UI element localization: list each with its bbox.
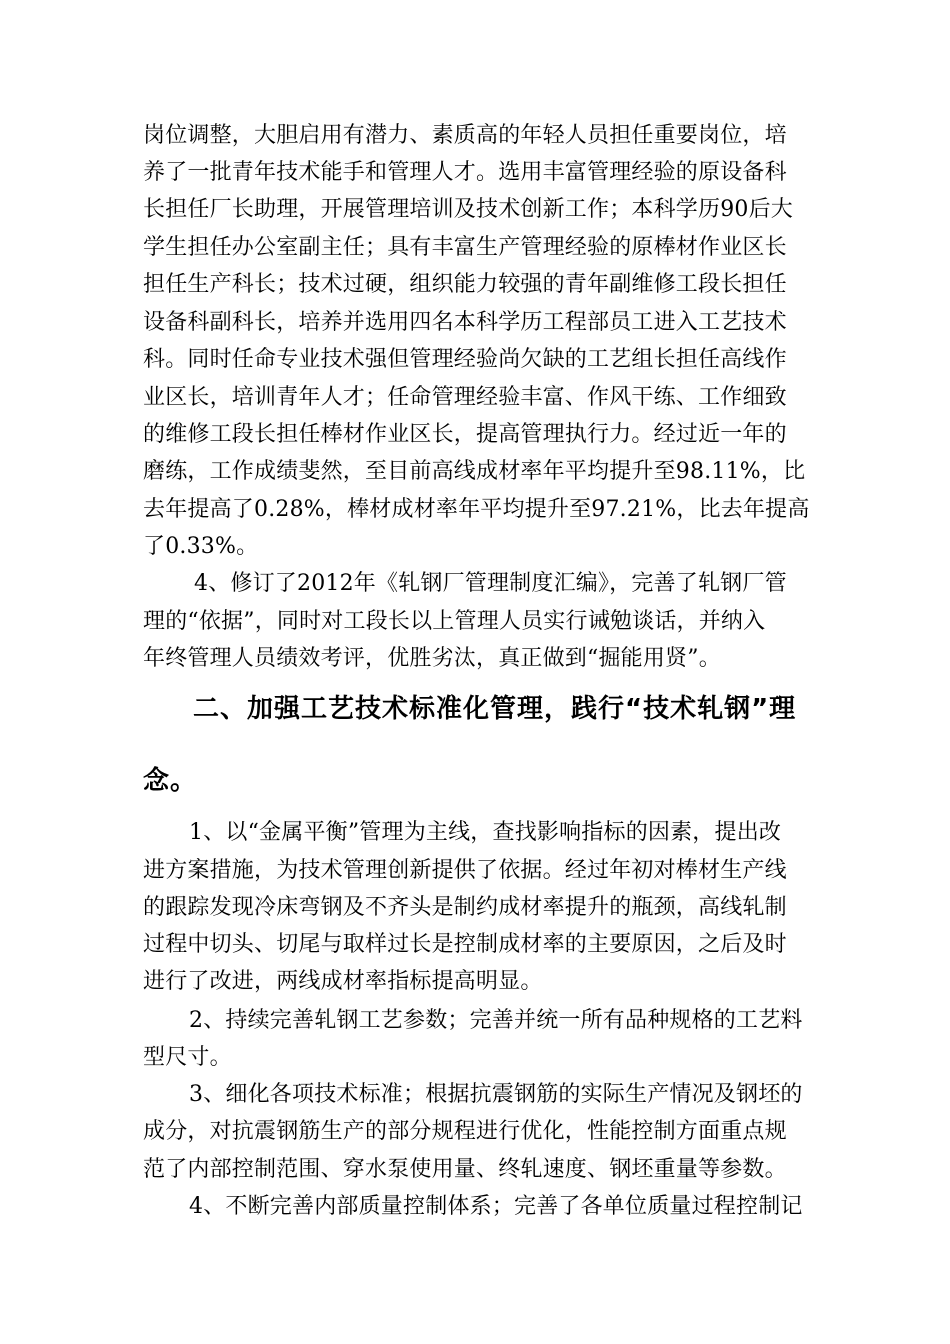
paragraph-2-line: 4、修订了2012年《轧钢厂管理制度汇编》，完善了轧钢厂管 (194, 571, 787, 596)
section-heading: 念。 (143, 766, 198, 796)
item-4-line: 4、不断完善内部质量控制体系；完善了各单位质量过程控制记 (189, 1194, 803, 1219)
paragraph-1-line: 设备科副科长，培养并选用四名本科学历工程部员工进入工艺技术 (143, 310, 787, 335)
item-3-line: 3、细化各项技术标准；根据抗震钢筋的实际生产情况及钢坯的 (189, 1082, 803, 1107)
paragraph-1-line: 的维修工段长担任棒材作业区长，提高管理执行力。经过近一年的 (143, 422, 787, 447)
section-heading: 二、加强工艺技术标准化管理，践行“技术轧钢”理 (193, 694, 797, 724)
paragraph-1-line: 科。同时任命专业技术强但管理经验尚欠缺的工艺组长担任高线作 (143, 347, 787, 372)
item-2-line: 2、持续完善轧钢工艺参数；完善并统一所有品种规格的工艺料 (189, 1008, 803, 1033)
paragraph-1-line: 岗位调整，大胆启用有潜力、素质高的年轻人员担任重要岗位，培 (143, 123, 787, 148)
item-3-line: 成分，对抗震钢筋生产的部分规程进行优化，性能控制方面重点规 (143, 1119, 787, 1144)
item-1-line: 1、以“金属平衡”管理为主线，查找影响指标的因素，提出改 (189, 820, 782, 845)
paragraph-1-line: 去年提高了0.28%，棒材成材率年平均提升至97.21%，比去年提高 (143, 497, 810, 522)
paragraph-1-line: 磨练，工作成绩斐然，至目前高线成材率年平均提升至98.11%，比 (143, 459, 806, 484)
paragraph-2-line: 年终管理人员绩效考评，优胜劣汰，真正做到“掘能用贤”。 (143, 646, 721, 671)
item-1-line: 过程中切头、切尾与取样过长是控制成材率的主要原因，之后及时 (143, 932, 787, 957)
item-1-line: 进方案措施，为技术管理创新提供了依据。经过年初对棒材生产线 (143, 858, 787, 883)
paragraph-1-line: 业区长，培训青年人才；任命管理经验丰富、作风干练、工作细致 (143, 385, 787, 410)
item-1-line: 进行了改进，两线成材率指标提高明显。 (143, 969, 543, 994)
paragraph-1-line: 长担任厂长助理，开展管理培训及技术创新工作；本科学历90后大 (143, 197, 793, 222)
paragraph-1-line: 学生担任办公室副主任；具有丰富生产管理经验的原棒材作业区长 (143, 235, 787, 260)
paragraph-1-line: 了0.33%。 (143, 534, 259, 559)
item-1-line: 的跟踪发现冷床弯钢及不齐头是制约成材率提升的瓶颈，高线轧制 (143, 895, 787, 920)
item-3-line: 范了内部控制范围、穿水泵使用量、终轧速度、钢坯重量等参数。 (143, 1157, 787, 1182)
item-2-line: 型尺寸。 (143, 1045, 232, 1070)
paragraph-1-line: 养了一批青年技术能手和管理人才。选用丰富管理经验的原设备科 (143, 160, 787, 185)
paragraph-1-line: 担任生产科长；技术过硬，组织能力较强的青年副维修工段长担任 (143, 272, 787, 297)
paragraph-2-line: 理的“依据”，同时对工段长以上管理人员实行诫勉谈话，并纳入 (143, 609, 766, 634)
